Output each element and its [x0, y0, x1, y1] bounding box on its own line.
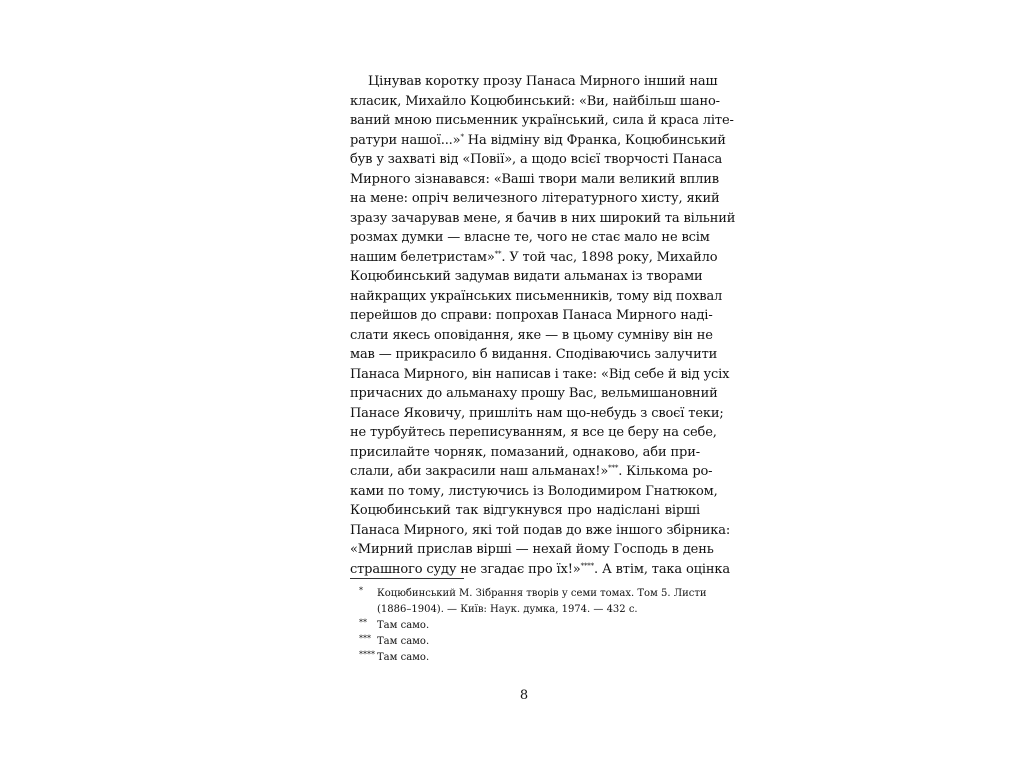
text-fragment: . Кількома ро-: [618, 464, 713, 479]
footnote: [350, 586, 707, 618]
text-line: ками по тому, листуючись із Володимиром Гнатюком,: [350, 483, 718, 499]
text-line: Панасе Яковичу, пришліть нам що-небудь з своєї теки;: [350, 405, 724, 421]
text-line: Коцюбинський так відгукнувся про надіслані вірші: [350, 503, 700, 518]
text-fragment: . У той час, 1898 року, Михайло: [501, 249, 718, 265]
page-number: 8: [519, 688, 529, 703]
text-line: не турбуйтесь переписуванням, я все це беру на себе,: [350, 425, 717, 440]
footnote-text: Там само.: [377, 652, 430, 663]
footnote: [350, 634, 700, 650]
footnote-text: Коцюбинський М. Зібрання творів у семи томах. Том 5. Листи: [377, 588, 707, 599]
footnote-text: Там само.: [377, 636, 430, 647]
text-line: [350, 248, 718, 268]
text-line: був у захваті від «Повії», а щодо всієї творчості Панаса: [350, 152, 723, 167]
text-fragment: На відміну від Франка, Коцюбинський: [463, 132, 726, 148]
text-line: «Мирний прислав вірші — нехай йому Господь в день: [350, 542, 714, 557]
text-line: ваний мною письменник український, сила й краса літе-: [350, 113, 734, 128]
footnote: [350, 618, 700, 634]
text-line: перейшов до справи: попрохав Панаса Мирного наді-: [350, 308, 713, 323]
text-line: [350, 131, 726, 151]
footnote-ref: *: [460, 132, 464, 141]
text-line: [350, 462, 713, 482]
footnote-text: Там само.: [377, 620, 430, 631]
text-line: [350, 560, 730, 580]
footnote-mark: ****: [359, 650, 375, 659]
text-line: Коцюбинський задумав видати альманах із творами: [350, 269, 703, 284]
text-line: зразу зачарував мене, я бачив в них широкий та вільний: [350, 210, 736, 226]
text-fragment: . А втім, така оцінка: [594, 561, 730, 577]
text-line: на мене: опріч величезного літературного хисту, який: [350, 191, 720, 206]
footnote-text: (1886–1904). — Київ: Наук. думка, 1974. — 432 с.: [377, 604, 638, 615]
footnote-ref: ****: [580, 561, 594, 570]
footnote-mark: ***: [359, 634, 371, 643]
text-fragment: нашим белетристам»: [350, 249, 495, 265]
text-line: Панаса Мирного, він написав і таке: «Від себе й від усіх: [350, 366, 730, 382]
text-fragment: слали, аби закрасили наш альманах!»: [350, 464, 609, 479]
footnote-ref: **: [494, 249, 502, 258]
footnote-ref: ***: [608, 464, 619, 472]
text-line: Панаса Мирного, які той подав до вже іншого збірника:: [350, 522, 731, 538]
text-line: Цінував коротку прозу Панаса Мирного інший наш: [368, 74, 718, 89]
text-fragment: ратури нашої...»: [350, 132, 461, 148]
text-line: присилайте чорняк, помазаний, однаково, аби при-: [350, 444, 700, 460]
text-line: класик, Михайло Коцюбинський: «Ви, найбільш шано-: [350, 93, 720, 109]
footnote-mark: **: [359, 618, 367, 627]
text-line: мав — прикрасило б видання. Сподіваючись залучити: [350, 347, 718, 362]
text-fragment: страшного суду не згадає про їх!»: [350, 561, 581, 577]
text-line: слати якесь оповідання, яке — в цьому сумніву він не: [350, 327, 713, 343]
footnote-mark: *: [359, 586, 363, 595]
main-text: [350, 72, 736, 579]
text-line: Мирного зізнавався: «Ваші твори мали великий вплив: [350, 171, 719, 187]
text-line: причасних до альманаху прошу Вас, вельмишановний: [350, 386, 718, 401]
footnote: [350, 650, 700, 666]
text-line: найкращих українських письменників, тому від похвал: [350, 288, 723, 304]
footnote-divider: [350, 578, 464, 579]
text-line: розмах думки — власне те, чого не стає мало не всім: [350, 230, 710, 245]
footnotes: [350, 586, 707, 666]
